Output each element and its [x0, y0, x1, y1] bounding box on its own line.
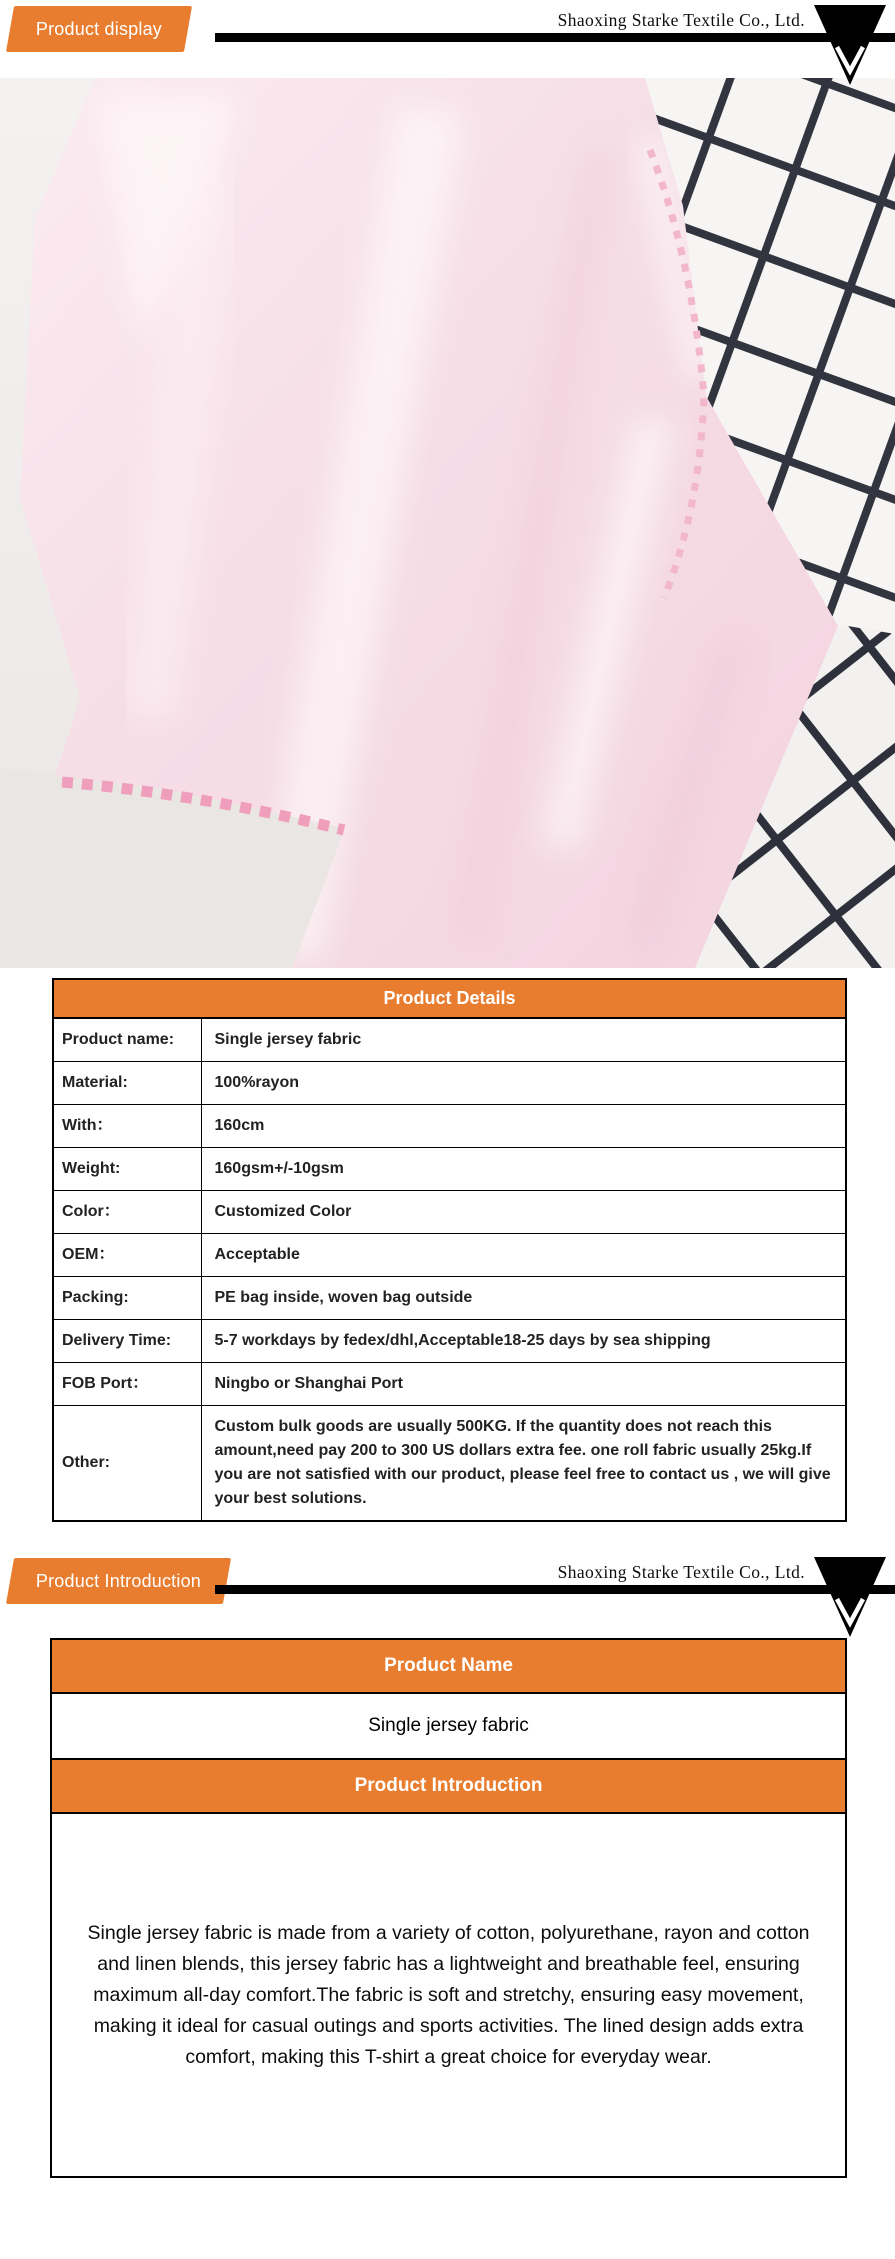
product-introduction-header: Product Introduction: [52, 1760, 845, 1814]
product-name-value: Single jersey fabric: [52, 1694, 845, 1760]
table-row: [53, 1018, 846, 1062]
details-table-title: Product Details: [53, 979, 846, 1018]
row-value: 160cm: [201, 1105, 846, 1148]
row-value: Customized Color: [201, 1191, 846, 1234]
table-row: [53, 1148, 846, 1191]
table-row: [53, 1363, 846, 1406]
table-row: [53, 1191, 846, 1234]
table-row: [53, 1277, 846, 1320]
company-logo-triangle-icon: [814, 1557, 886, 1637]
product-intro-table: [50, 1638, 847, 2178]
product-photo: [0, 78, 895, 968]
row-label: Delivery Time:: [53, 1320, 201, 1363]
section-header-display: [0, 0, 895, 78]
row-label: Other:: [53, 1406, 201, 1522]
row-label: OEM：: [53, 1234, 201, 1277]
row-label: Material:: [53, 1062, 201, 1105]
product-introduction-box: [52, 1814, 845, 2176]
row-value: Acceptable: [201, 1234, 846, 1277]
ribbon-label: Product display: [36, 18, 163, 39]
divider-bar: [215, 1585, 895, 1594]
table-row: [53, 1406, 846, 1522]
ribbon-label: Product Introduction: [36, 1570, 202, 1591]
fabric-photo-illustration: [0, 78, 895, 968]
company-logo-triangle-icon: [814, 5, 886, 85]
company-name: Shaoxing Starke Textile Co., Ltd.: [557, 1562, 805, 1582]
ribbon-product-display: [6, 6, 192, 52]
row-value: 100%rayon: [201, 1062, 846, 1105]
row-label: Product name:: [53, 1018, 201, 1062]
row-label: With：: [53, 1105, 201, 1148]
section-header-introduction: [0, 1552, 895, 1638]
row-label: Color：: [53, 1191, 201, 1234]
row-value: Single jersey fabric: [201, 1018, 846, 1062]
row-value: Custom bulk goods are usually 500KG. If the quantity does not reach this amount,need pay 200 to 300 US dollars extra fee. one roll fabric usually 25kg.If you are not satisfied with our product, please feel free to contact us , we will give your best solutions.: [201, 1406, 846, 1522]
row-label: FOB Port：: [53, 1363, 201, 1406]
row-value: PE bag inside, woven bag outside: [201, 1277, 846, 1320]
ribbon-product-introduction: [6, 1558, 231, 1604]
product-details-table: [52, 978, 847, 1522]
product-introduction-text: Single jersey fabric is made from a variety of cotton, polyurethane, rayon and cotton and linen blends, this jersey fabric has a lightweight and breathable feel, ensuring maximum all-day comfort.The fabric is soft and stretchy, ensuring easy movement, making it ideal for casual outings and sports activities. The lined design adds extra comfort, making this T-shirt a great choice for everyday wear.: [87, 1921, 810, 2068]
row-label: Weight:: [53, 1148, 201, 1191]
product-name-header: Product Name: [52, 1640, 845, 1694]
row-value: 160gsm+/-10gsm: [201, 1148, 846, 1191]
table-row: [53, 1105, 846, 1148]
table-row: [53, 1234, 846, 1277]
row-label: Packing:: [53, 1277, 201, 1320]
table-row: [53, 1320, 846, 1363]
divider-bar: [215, 33, 895, 42]
row-value: Ningbo or Shanghai Port: [201, 1363, 846, 1406]
details-table-body: [53, 1018, 846, 1521]
row-value: 5-7 workdays by fedex/dhl,Acceptable18-25 days by sea shipping: [201, 1320, 846, 1363]
table-row: [53, 1062, 846, 1105]
company-name: Shaoxing Starke Textile Co., Ltd.: [557, 10, 805, 30]
